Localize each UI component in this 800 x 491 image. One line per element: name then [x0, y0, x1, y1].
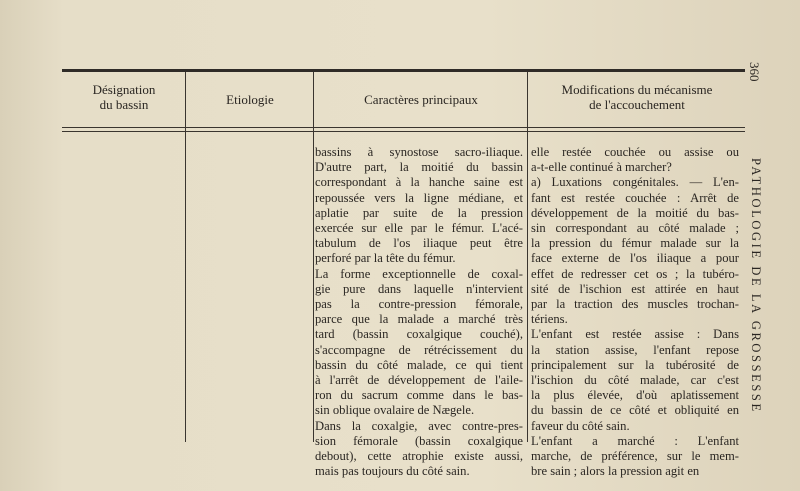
header-etiologie: Etiologie: [226, 92, 274, 107]
text-line: elle restée couchée ou assise ou: [531, 145, 739, 159]
text-line: bre sain ; alors la pression agit en: [531, 464, 700, 479]
text-line: repoussée vers la ligne médiane, et: [315, 190, 523, 205]
text-line: tard (bassin coxalgique couché),: [315, 327, 523, 342]
text-line: tabulum de l'os iliaque peut être: [315, 236, 523, 251]
text-line: sion fémorale (bassin coxalgique: [315, 433, 523, 448]
page-number: 360: [747, 62, 762, 82]
text-line: ron du sacrum comme dans le bas-: [315, 388, 523, 403]
text-line: debout), cette atrophie existe aussi,: [315, 449, 523, 464]
header-designation: [64, 82, 184, 112]
header-designation-line1: Désignation: [92, 82, 156, 97]
header-bottom-rule: [62, 127, 745, 128]
text-line: fant est restée couchée : Arrêt de: [531, 190, 739, 205]
column-divider-1: [185, 72, 186, 442]
text-line: mais pas toujours du côté sain.: [315, 464, 470, 479]
running-head: PATHOLOGIE DE LA GROSSESSE: [749, 158, 763, 414]
header-modifications-line2: de l'accouchement: [589, 97, 685, 112]
text-line: L'enfant a marché : L'enfant: [531, 433, 739, 448]
text-line: pas la contre-pression fémorale,: [315, 297, 523, 312]
text-line: a) Luxations congénitales. — L'en-: [531, 175, 739, 190]
text-line: par la traction des muscles trochan-: [531, 297, 739, 312]
text-line: sin oblique ovalaire de Nægele.: [315, 403, 475, 418]
text-line: à l'arrêt de développement de l'aile-: [315, 373, 523, 388]
table-top-rule: [62, 69, 745, 72]
text-line: s'accompagne de rétrécissement du: [315, 342, 523, 357]
column-divider-3: [527, 72, 528, 442]
text-line: L'enfant est restée assise : Dans: [531, 327, 739, 342]
text-line: marche, de préférence, sur le mem-: [531, 449, 739, 464]
text-line: la station assise, l'enfant repose: [531, 342, 739, 357]
text-line: aplatie par suite de la pression: [315, 205, 523, 220]
text-line: exercée sur elle par le fémur. L'acé-: [315, 221, 523, 236]
text-line: bassin du côté malade, ce qui tient: [315, 357, 523, 372]
text-line: parce que la malade a marché très: [315, 312, 523, 327]
header-designation-line2: du bassin: [99, 97, 149, 112]
text-line: faveur du côté sain.: [531, 418, 630, 433]
text-line: Dans la coxalgie, avec contre-pres-: [315, 418, 523, 433]
text-line: principalement sur la tubérosité de: [531, 357, 739, 372]
text-line: a-t-elle continué à marcher?: [531, 160, 672, 175]
caracteres-column-text: [315, 145, 523, 479]
header-modifications: [529, 82, 745, 112]
text-line: l'ischion du côté malade, car c'est: [531, 373, 739, 388]
text-line: D'autre part, la moitié du bassin: [315, 160, 523, 175]
text-line: la plus élevée, d'où aplatissement: [531, 388, 739, 403]
text-line: perforé par la tête du fémur.: [315, 251, 456, 266]
modifications-column-text: [531, 145, 739, 479]
header-bottom-rule-double: [62, 131, 745, 132]
text-line: La forme exceptionnelle de coxal-: [315, 266, 523, 281]
text-line: gie pure dans laquelle n'intervient: [315, 281, 523, 296]
header-modifications-line1: Modifications du mécanisme: [561, 82, 713, 97]
text-line: développement de la moitié du bas-: [531, 205, 739, 220]
text-line: du bassin de ce côté et obliquité en: [531, 403, 739, 418]
text-line: sin correspondant au côté malade ;: [531, 221, 739, 236]
text-line: correspondant à la hanche saine est: [315, 175, 523, 190]
text-line: sité de l'ischion est attirée en haut: [531, 281, 739, 296]
text-line: tériens.: [531, 312, 568, 327]
column-divider-2: [313, 72, 314, 442]
text-line: la pression du fémur malade sur la: [531, 236, 739, 251]
text-line: bassins à synostose sacro-iliaque.: [315, 145, 523, 159]
header-caracteres: Caractères principaux: [364, 92, 478, 107]
text-line: effet de redresser cet os ; la tubéro-: [531, 266, 739, 281]
text-line: face externe de l'os iliaque a pour: [531, 251, 739, 266]
